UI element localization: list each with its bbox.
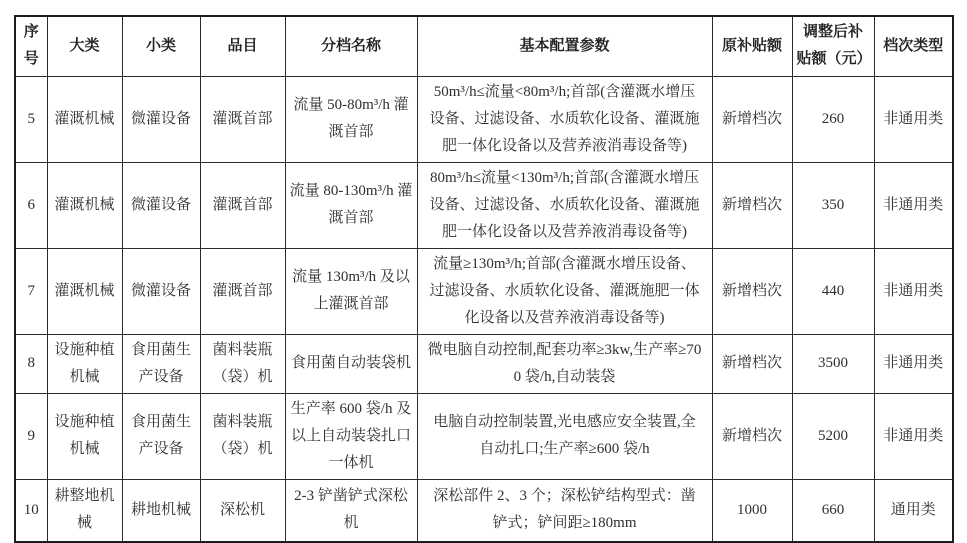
cell-original-subsidy: 新增档次 [712,393,792,479]
table-row [15,162,953,248]
cell-item: 灌溉首部 [200,162,285,248]
header-tier-type: 档次类型 [874,16,953,76]
cell-tier-type: 非通用类 [874,393,953,479]
cell-tier-type: 非通用类 [874,248,953,334]
cell-tier-name: 2-3 铲凿铲式深松机 [285,479,417,542]
cell-item: 灌溉首部 [200,76,285,162]
header-original-subsidy: 原补贴额 [712,16,792,76]
cell-adjusted-subsidy: 350 [792,162,874,248]
cell-original-subsidy: 新增档次 [712,162,792,248]
cell-seq: 6 [15,162,47,248]
cell-adjusted-subsidy: 3500 [792,334,874,393]
cell-adjusted-subsidy: 5200 [792,393,874,479]
header-item: 品目 [200,16,285,76]
cell-tier-type: 非通用类 [874,162,953,248]
cell-item: 深松机 [200,479,285,542]
cell-item: 菌料装瓶（袋）机 [200,334,285,393]
cell-original-subsidy: 新增档次 [712,76,792,162]
cell-item: 灌溉首部 [200,248,285,334]
cell-seq: 9 [15,393,47,479]
cell-tier-name: 流量 80-130m³/h 灌溉首部 [285,162,417,248]
cell-tier-name: 流量 50-80m³/h 灌溉首部 [285,76,417,162]
cell-seq: 10 [15,479,47,542]
header-major-category: 大类 [47,16,122,76]
cell-major-category: 灌溉机械 [47,76,122,162]
header-adjusted-subsidy: 调整后补贴额（元） [792,16,874,76]
subsidy-table [14,15,954,543]
cell-tier-name: 食用菌自动装袋机 [285,334,417,393]
cell-seq: 8 [15,334,47,393]
cell-minor-category: 微灌设备 [122,76,200,162]
cell-tier-name: 流量 130m³/h 及以上灌溉首部 [285,248,417,334]
header-tier-name: 分档名称 [285,16,417,76]
cell-basic-config-params: 流量≥130m³/h;首部(含灌溉水增压设备、过滤设备、水质软化设备、灌溉施肥一体化设备以及营养液消毒设备等) [417,248,712,334]
cell-item: 菌料装瓶（袋）机 [200,393,285,479]
cell-major-category: 灌溉机械 [47,248,122,334]
cell-original-subsidy: 新增档次 [712,334,792,393]
cell-minor-category: 耕地机械 [122,479,200,542]
cell-seq: 7 [15,248,47,334]
cell-major-category: 设施种植机械 [47,334,122,393]
cell-major-category: 灌溉机械 [47,162,122,248]
cell-tier-type: 非通用类 [874,334,953,393]
cell-tier-name: 生产率 600 袋/h 及以上自动装袋扎口一体机 [285,393,417,479]
header-basic-config-params: 基本配置参数 [417,16,712,76]
cell-seq: 5 [15,76,47,162]
table-row [15,479,953,542]
cell-basic-config-params: 微电脑自动控制,配套功率≥3kw,生产率≥700 袋/h,自动装袋 [417,334,712,393]
cell-basic-config-params: 80m³/h≤流量<130m³/h;首部(含灌溉水增压设备、过滤设备、水质软化设备、灌溉施肥一体化设备以及营养液消毒设备等) [417,162,712,248]
cell-original-subsidy: 新增档次 [712,248,792,334]
table-row [15,393,953,479]
cell-minor-category: 微灌设备 [122,162,200,248]
cell-tier-type: 通用类 [874,479,953,542]
cell-adjusted-subsidy: 440 [792,248,874,334]
cell-adjusted-subsidy: 660 [792,479,874,542]
cell-major-category: 设施种植机械 [47,393,122,479]
cell-tier-type: 非通用类 [874,76,953,162]
cell-basic-config-params: 深松部件 2、3 个；深松铲结构型式：凿铲式；铲间距≥180mm [417,479,712,542]
cell-major-category: 耕整地机械 [47,479,122,542]
header-minor-category: 小类 [122,16,200,76]
table-header-row [15,16,953,76]
cell-minor-category: 微灌设备 [122,248,200,334]
cell-minor-category: 食用菌生产设备 [122,334,200,393]
cell-basic-config-params: 50m³/h≤流量<80m³/h;首部(含灌溉水增压设备、过滤设备、水质软化设备、灌溉施肥一体化设备以及营养液消毒设备等) [417,76,712,162]
cell-original-subsidy: 1000 [712,479,792,542]
cell-minor-category: 食用菌生产设备 [122,393,200,479]
cell-adjusted-subsidy: 260 [792,76,874,162]
table-row [15,334,953,393]
header-seq: 序号 [15,16,47,76]
table-row [15,76,953,162]
table-row [15,248,953,334]
cell-basic-config-params: 电脑自动控制装置,光电感应安全装置,全自动扎口;生产率≥600 袋/h [417,393,712,479]
